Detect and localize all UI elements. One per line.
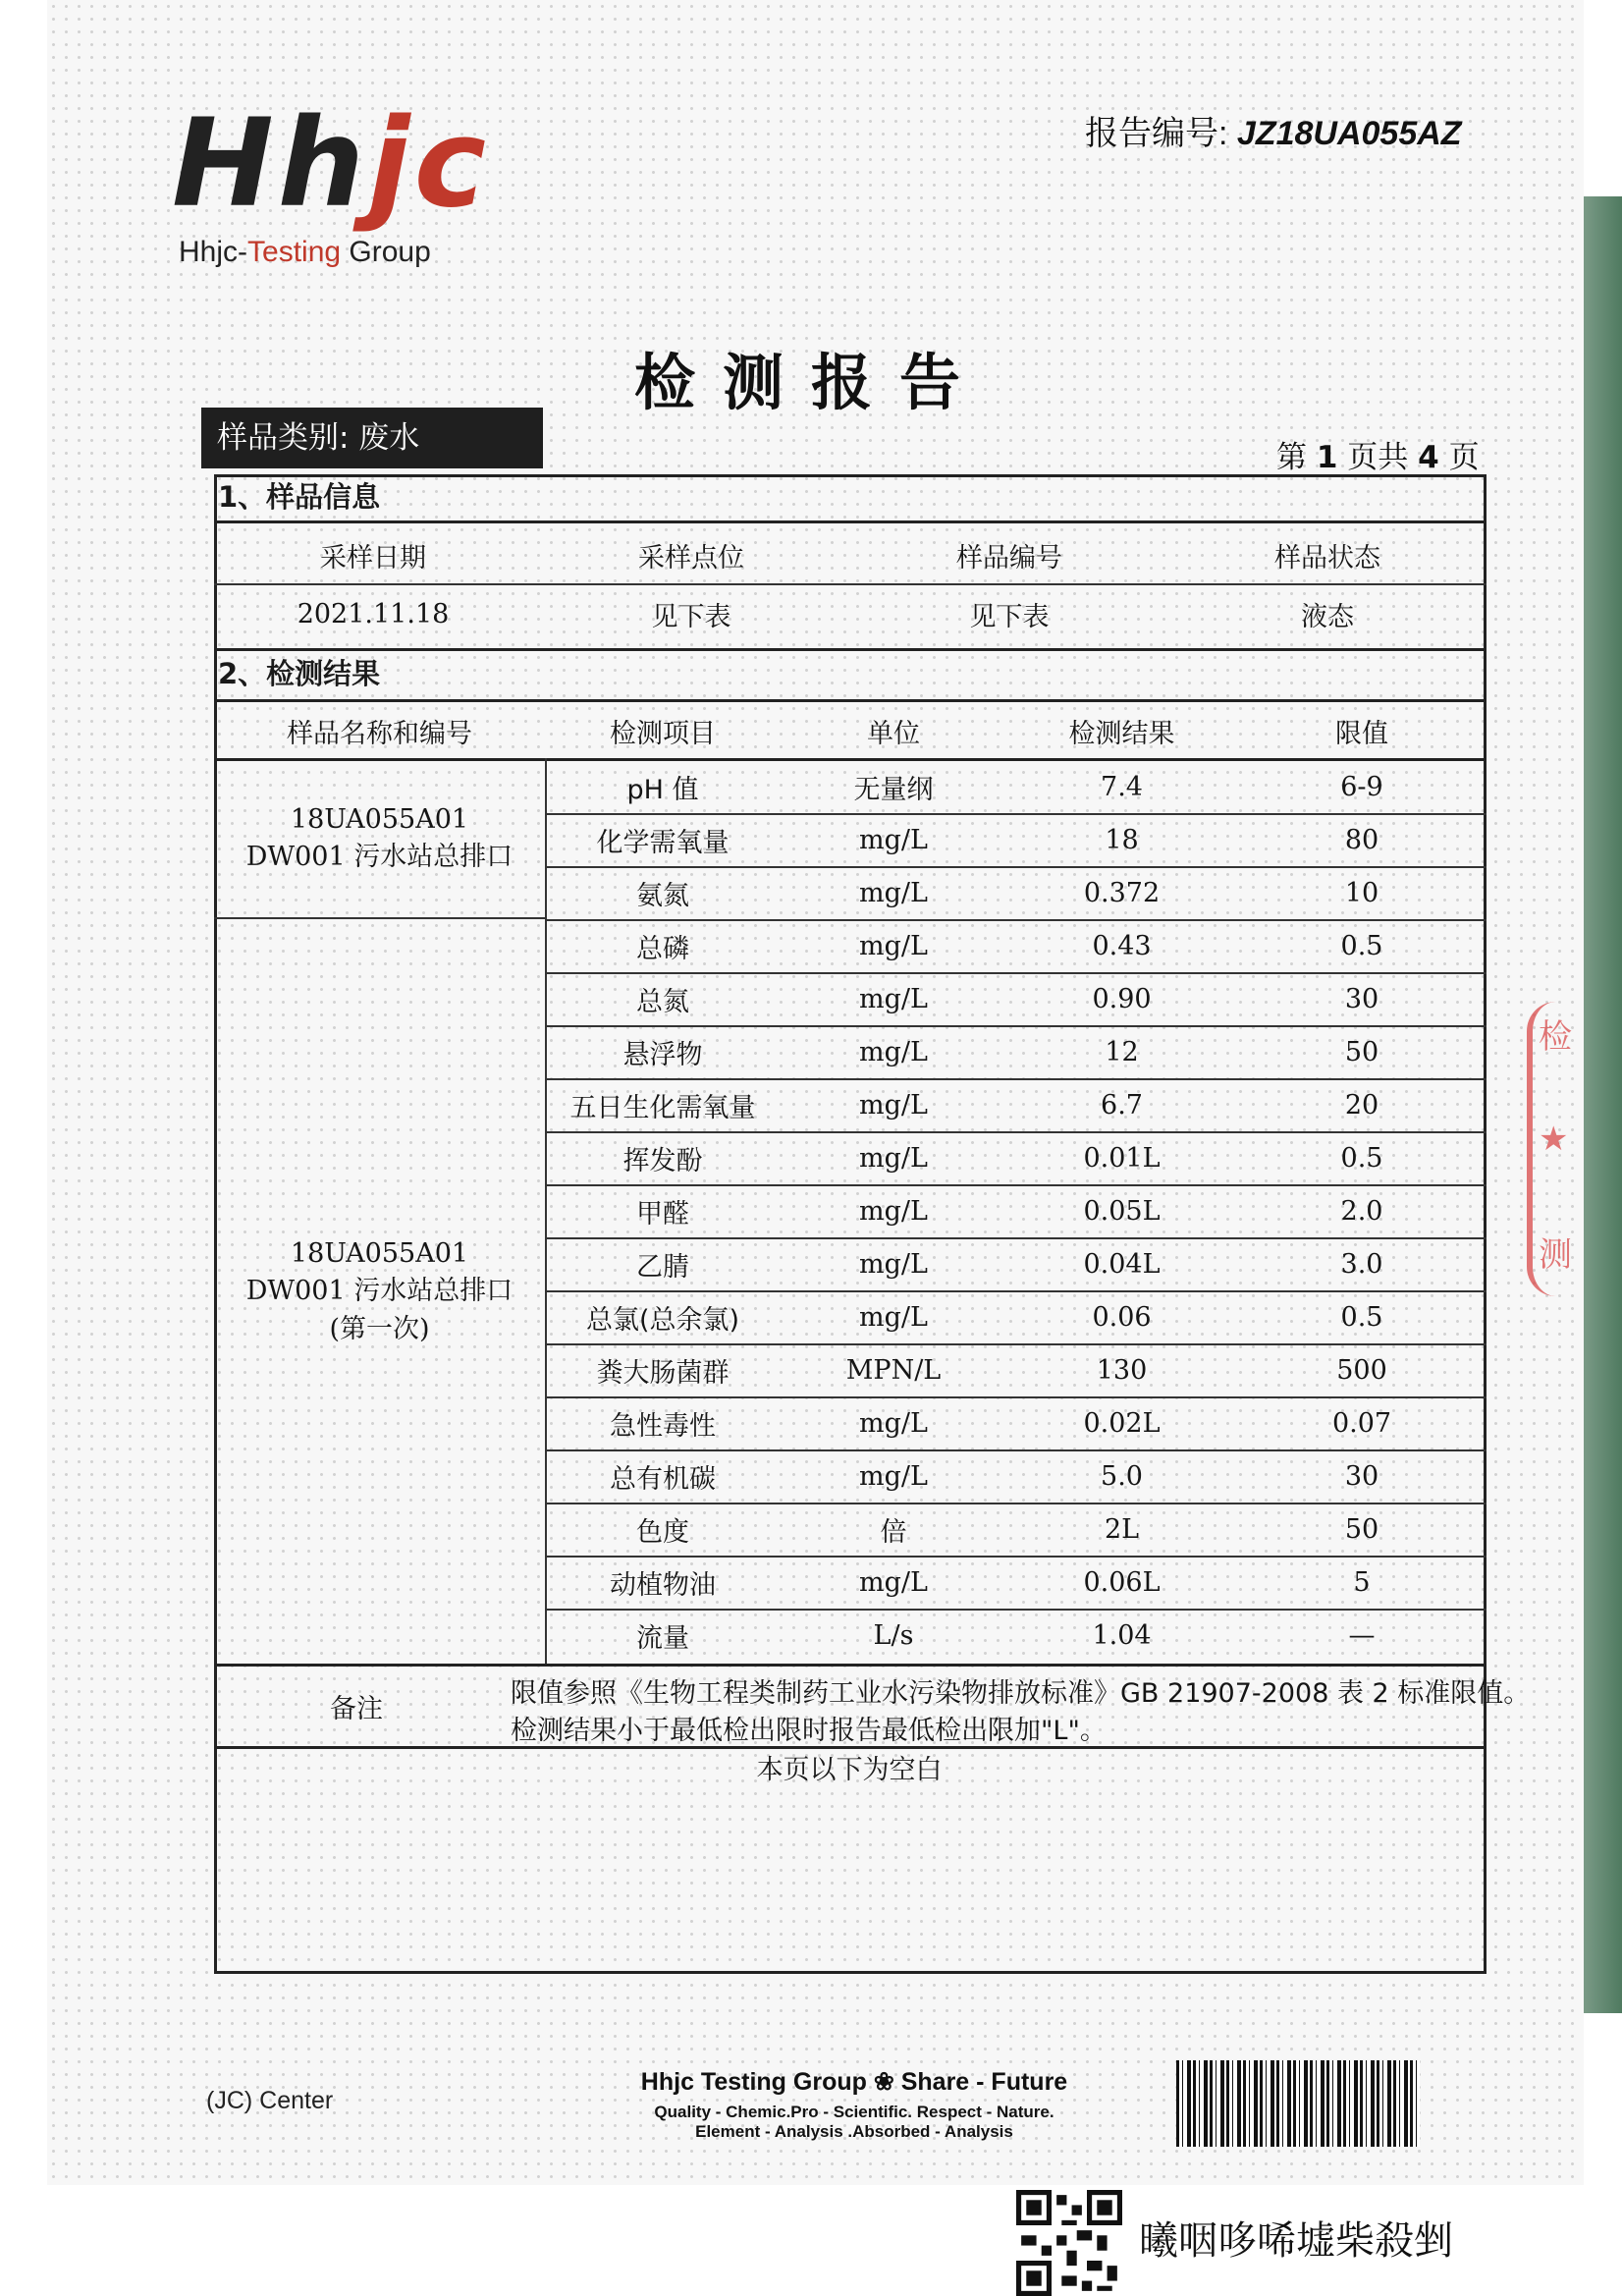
logo-text-b: jc xyxy=(368,93,491,235)
stamp-star: ★ xyxy=(1539,1120,1569,1159)
unit: MPN/L xyxy=(845,1354,942,1386)
stamp-char: 检 xyxy=(1539,1017,1572,1057)
result-value: 0.02L xyxy=(1083,1407,1161,1439)
limit-value: 6-9 xyxy=(1340,771,1383,802)
unit: mg/L xyxy=(859,1089,928,1121)
test-item: 挥发酚 xyxy=(622,1145,703,1176)
test-item: 粪大肠菌群 xyxy=(596,1357,730,1389)
logo-text-a: Hh xyxy=(172,93,369,235)
test-item: 五日生化需氧量 xyxy=(569,1092,756,1123)
sample-category: 样品类别: 废水 xyxy=(201,408,543,468)
test-item: 化学需氧量 xyxy=(596,827,730,858)
qr-code-icon xyxy=(1016,2190,1122,2296)
result-header: 检测结果 xyxy=(1068,718,1175,749)
unit: mg/L xyxy=(859,877,928,908)
info-header: 采样点位 xyxy=(638,542,744,574)
sample-id: 18UA055A01 xyxy=(290,804,469,835)
remark-line-1: 限值参照《生物工程类制药工业水污染物排放标准》GB 21907-2008 表 2 标准限值。 xyxy=(511,1678,1531,1709)
table-row xyxy=(545,1503,1487,1556)
limit-value: 0.5 xyxy=(1340,1142,1383,1174)
page-total: 4 xyxy=(1418,440,1439,475)
limit-value: 30 xyxy=(1344,1460,1379,1492)
unit: mg/L xyxy=(859,930,928,961)
result-value: 0.43 xyxy=(1092,930,1152,961)
unit: 无量纲 xyxy=(853,774,934,805)
remark-line-2: 检测结果小于最低检出限时报告最低检出限加"L"。 xyxy=(511,1716,1107,1746)
table-row xyxy=(545,1290,1487,1343)
limit-value: 50 xyxy=(1344,1513,1379,1545)
result-value: 1.04 xyxy=(1092,1619,1152,1651)
table-row xyxy=(545,1184,1487,1237)
table-row xyxy=(545,1556,1487,1609)
test-item: 总氯(总余氯) xyxy=(585,1304,740,1336)
page-number: 1 xyxy=(1316,440,1338,475)
logo-sub-b: Testing xyxy=(247,236,342,268)
page-indicator xyxy=(1276,432,1480,476)
sampling-date: 2021.11.18 xyxy=(297,598,450,629)
table-row xyxy=(545,1078,1487,1131)
test-item: 总氮 xyxy=(636,986,689,1017)
result-header: 样品名称和编号 xyxy=(287,718,472,749)
table-row xyxy=(545,1025,1487,1078)
table-row xyxy=(545,1131,1487,1184)
stamp-char: 测 xyxy=(1539,1235,1572,1275)
test-item: 总有机碳 xyxy=(610,1463,716,1495)
table-row xyxy=(545,760,1487,813)
row-divider xyxy=(545,1609,1487,1611)
sample-number: 见下表 xyxy=(969,601,1050,632)
logo-subtitle xyxy=(179,236,431,269)
info-header: 样品状态 xyxy=(1274,542,1380,574)
footer-slogan-title: Hhjc Testing Group ❀ Share - Future xyxy=(640,2068,1068,2096)
result-value: 5.0 xyxy=(1101,1460,1143,1492)
info-header: 样品编号 xyxy=(956,542,1062,574)
limit-value: 80 xyxy=(1344,824,1379,855)
limit-value: 0.5 xyxy=(1340,930,1383,961)
row-divider xyxy=(545,1131,1487,1133)
limit-value: 30 xyxy=(1344,983,1379,1014)
test-item: 甲醛 xyxy=(636,1198,689,1230)
page-title: 检测报告 xyxy=(633,347,988,418)
limit-value: 0.5 xyxy=(1340,1301,1383,1333)
sample-location: DW001 污水站总排口 xyxy=(245,842,514,872)
sample-round: (第一次) xyxy=(329,1313,430,1344)
page-text: 页共 xyxy=(1347,440,1409,475)
result-value: 12 xyxy=(1105,1036,1139,1067)
table-row xyxy=(545,1343,1487,1396)
unit: 倍 xyxy=(880,1516,907,1548)
bottom-caption: 曦咽哆唏墟柴殺剉 xyxy=(1139,2218,1453,2264)
row-divider xyxy=(545,1184,1487,1186)
limit-value: 2.0 xyxy=(1340,1195,1383,1227)
table-row xyxy=(545,1609,1487,1662)
table-row xyxy=(545,813,1487,866)
row-divider xyxy=(545,1237,1487,1239)
divider xyxy=(214,648,1487,651)
result-value: 18 xyxy=(1105,824,1139,855)
result-value: 0.90 xyxy=(1092,983,1152,1014)
report-number-label: 报告编号: xyxy=(1085,115,1228,152)
table-row xyxy=(545,919,1487,972)
test-item: 流量 xyxy=(636,1622,689,1654)
row-divider xyxy=(545,972,1487,974)
result-value: 7.4 xyxy=(1101,771,1143,802)
limit-value: 3.0 xyxy=(1340,1248,1383,1280)
unit: mg/L xyxy=(859,1142,928,1174)
test-item: pH 值 xyxy=(626,774,699,805)
footer-slogan-line: Element - Analysis .Absorbed - Analysis xyxy=(695,2122,1013,2141)
official-stamp xyxy=(1527,1002,1584,1296)
result-value: 0.01L xyxy=(1083,1142,1161,1174)
test-item: 乙腈 xyxy=(636,1251,689,1283)
unit: mg/L xyxy=(859,1248,928,1280)
row-divider xyxy=(545,1503,1487,1504)
footer-center-label: (JC) Center xyxy=(206,2087,334,2114)
table-row xyxy=(545,1449,1487,1503)
footer-slogan-line: Quality - Chemic.Pro - Scientific. Respect - Nature. xyxy=(654,2103,1054,2121)
sample-group-2 xyxy=(214,919,545,1664)
unit: mg/L xyxy=(859,1566,928,1598)
unit: mg/L xyxy=(859,1195,928,1227)
sample-state: 液态 xyxy=(1301,601,1354,632)
result-value: 0.372 xyxy=(1083,877,1161,908)
test-item: 急性毒性 xyxy=(610,1410,716,1442)
unit: mg/L xyxy=(859,1407,928,1439)
row-divider xyxy=(545,1343,1487,1345)
logo-sub-c: Group xyxy=(341,236,431,268)
test-item: 色度 xyxy=(636,1516,689,1548)
row-divider xyxy=(545,866,1487,868)
info-header: 采样日期 xyxy=(320,542,426,574)
unit: mg/L xyxy=(859,1036,928,1067)
table-row xyxy=(545,1237,1487,1290)
sampling-point: 见下表 xyxy=(651,601,731,632)
divider xyxy=(214,699,1487,702)
table-row xyxy=(545,972,1487,1025)
test-item: 悬浮物 xyxy=(622,1039,703,1070)
unit: L/s xyxy=(873,1619,914,1651)
report-number-value: JZ18UA055AZ xyxy=(1236,115,1462,152)
unit: mg/L xyxy=(859,983,928,1014)
test-item: 氨氮 xyxy=(636,880,689,911)
limit-value: 10 xyxy=(1344,877,1379,908)
table-row xyxy=(545,1396,1487,1449)
page-text: 页 xyxy=(1448,440,1480,475)
limit-value: 0.07 xyxy=(1331,1407,1392,1439)
limit-value: 5 xyxy=(1353,1566,1371,1598)
sample-group-1 xyxy=(214,760,545,917)
result-value: 0.04L xyxy=(1083,1248,1161,1280)
unit: mg/L xyxy=(859,824,928,855)
result-value: 6.7 xyxy=(1101,1089,1143,1121)
divider xyxy=(214,520,1487,523)
limit-value: 500 xyxy=(1336,1354,1387,1386)
limit-value: 20 xyxy=(1344,1089,1379,1121)
result-value: 0.05L xyxy=(1083,1195,1161,1227)
test-item: 动植物油 xyxy=(610,1569,716,1601)
section-2-title: 2、检测结果 xyxy=(218,657,381,690)
background-surface xyxy=(1584,196,1622,2013)
row-divider xyxy=(545,1449,1487,1451)
report-number xyxy=(1085,106,1462,154)
row-divider xyxy=(545,1025,1487,1027)
row-divider xyxy=(545,919,1487,921)
row-divider xyxy=(545,1290,1487,1292)
barcode-icon xyxy=(1176,2060,1420,2147)
result-value: 2L xyxy=(1104,1513,1140,1545)
page-text: 第 xyxy=(1276,440,1307,475)
logo-sub-a: Hhjc- xyxy=(179,236,248,268)
result-header: 限值 xyxy=(1335,718,1388,749)
test-item: 总磷 xyxy=(636,933,689,964)
limit-value: — xyxy=(1348,1619,1376,1651)
company-logo xyxy=(172,93,491,235)
row-divider xyxy=(545,1396,1487,1398)
remark-label: 备注 xyxy=(330,1693,383,1724)
row-divider xyxy=(545,813,1487,815)
sample-id: 18UA055A01 xyxy=(290,1237,469,1269)
section-1-title: 1、样品信息 xyxy=(218,480,381,514)
sample-location: DW001 污水站总排口 xyxy=(245,1275,514,1306)
unit: mg/L xyxy=(859,1301,928,1333)
footer-slogan xyxy=(628,2067,1080,2142)
result-value: 130 xyxy=(1096,1354,1148,1386)
row-divider xyxy=(545,1078,1487,1080)
unit: mg/L xyxy=(859,1460,928,1492)
result-value: 0.06L xyxy=(1083,1566,1161,1598)
result-header: 检测项目 xyxy=(610,718,716,749)
table-row xyxy=(545,866,1487,919)
row-divider xyxy=(545,1556,1487,1558)
limit-value: 50 xyxy=(1344,1036,1379,1067)
result-value: 0.06 xyxy=(1092,1301,1152,1333)
result-header: 单位 xyxy=(867,718,920,749)
blank-page-note: 本页以下为空白 xyxy=(756,1755,943,1785)
